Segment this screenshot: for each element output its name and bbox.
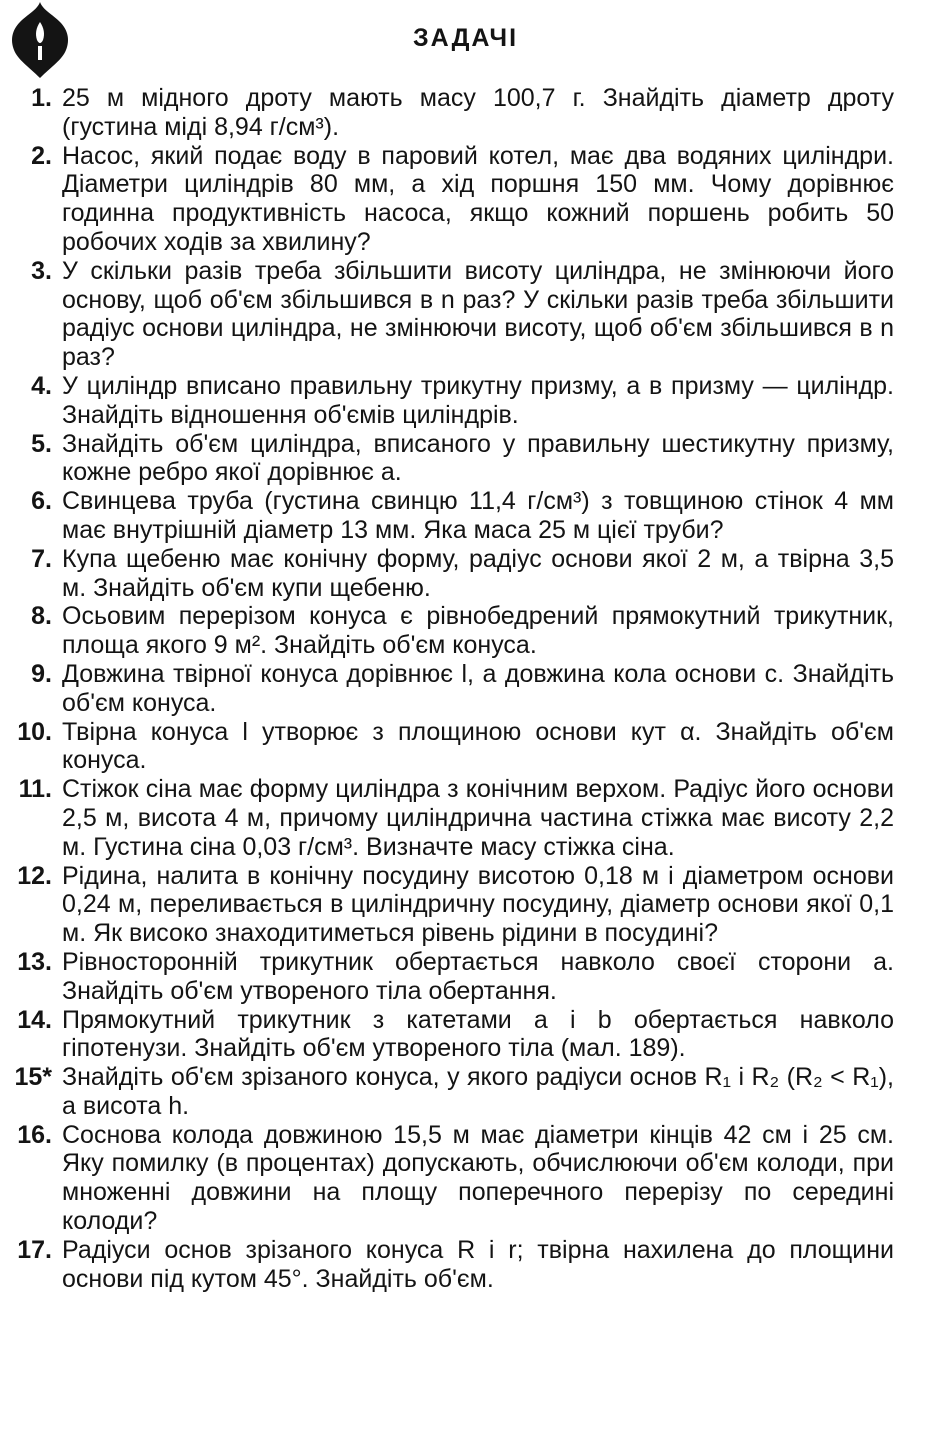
problem-item [0, 545, 894, 603]
problem-item [0, 1063, 894, 1121]
problem-item [0, 660, 894, 718]
problem-text: Соснова колода довжиною 15,5 м має діаметри кінців 42 см і 25 см. Яку помилку (в процентах) допускають, обчислюючи об'єм колоди, при множенні довжини на площу поперечного перерізу по середині колоди? [62, 1120, 894, 1236]
problem-item [0, 1121, 894, 1236]
problem-item [0, 775, 894, 861]
problem-number: 16. [17, 1120, 52, 1149]
problem-text: 25 м мідного дроту мають масу 100,7 г. Знайдіть діаметр дроту (густина міді 8,94 г/см³). [62, 84, 894, 141]
problem-number: 1. [31, 84, 52, 112]
problem-text: Знайдіть об'єм циліндра, вписаного у правильну шестикутну призму, кожне ребро якої дорівнює a. [62, 429, 894, 487]
problem-text: Довжина твірної конуса дорівнює l, а довжина кола основи c. Знайдіть об'єм конуса. [62, 659, 894, 717]
problem-item [0, 372, 894, 430]
problem-item [0, 948, 894, 1006]
problem-number: 3. [31, 256, 52, 285]
page-title: ЗАДАЧІ [412, 24, 519, 52]
problem-text: Насос, який подає воду в паровий котел, має два водяних циліндри. Діаметри циліндрів 80 мм, а хід поршня 150 мм. Чому дорівнює годинна продуктивність насоса, якщо кожний поршень робить 50 робочих ходів за хвилину? [62, 141, 894, 256]
problem-item [0, 1006, 894, 1064]
problem-text: Рівносторонній трикутник обертається навколо своєї сторони a. Знайдіть об'єм утвореного тіла обертання. [62, 947, 894, 1005]
problem-text: Стіжок сіна має форму циліндра з конічним верхом. Радіус його основи 2,5 м, висота 4 м, причому циліндрична частина стіжка має висоту 2,2 м. Густина сіна 0,03 г/см³. Визначте масу стіжка сіна. [62, 775, 894, 861]
problem-item [0, 718, 894, 776]
problem-number: 7. [31, 544, 52, 573]
problem-text: Прямокутний трикутник з катетами a і b обертається навколо гіпотенузи. Знайдіть об'єм утвореного тіла (мал. 189). [62, 1005, 894, 1063]
problem-number: 4. [31, 371, 52, 400]
problem-number: 11. [18, 775, 52, 804]
problem-list [0, 84, 931, 1293]
problem-number: 13. [17, 947, 52, 976]
problem-item [0, 1236, 894, 1294]
problem-number: 15* [14, 1063, 52, 1092]
problem-item [0, 142, 894, 257]
problem-number: 14. [17, 1005, 52, 1034]
problem-number: 2. [31, 141, 52, 170]
problem-number: 9. [31, 659, 52, 688]
problem-item [0, 430, 894, 488]
problem-number: 10. [17, 717, 52, 746]
problem-text: Осьовим перерізом конуса є рівнобедрений прямокутний трикутник, площа якого 9 м². Знайдіть об'єм конуса. [62, 602, 894, 660]
problem-text: Знайдіть об'єм зрізаного конуса, у якого радіуси основ R₁ і R₂ (R₂ < R₁), а висота h. [62, 1063, 894, 1120]
problem-text: Свинцева труба (густина свинцю 11,4 г/см³) з товщиною стінок 4 мм має внутрішній діаметр 13 мм. Яка маса 25 м цієї труби? [62, 487, 894, 544]
problem-text: Радіуси основ зрізаного конуса R і r; твірна нахилена до площини основи під кутом 45°. Знайдіть об'єм. [62, 1235, 894, 1293]
problem-text: У скільки разів треба збільшити висоту циліндра, не змінюючи його основу, щоб об'єм збільшився в n раз? У скільки разів треба збільшити радіус основи циліндра, не змінюючи висоту, щоб об'єм збільшився в n раз? [62, 256, 894, 372]
problem-text: Твірна конуса l утворює з площиною основи кут α. Знайдіть об'єм конуса. [62, 717, 894, 775]
problem-number: 8. [31, 602, 52, 631]
problem-item [0, 487, 894, 545]
problem-item [0, 862, 894, 948]
problem-item [0, 602, 894, 660]
problem-number: 17. [17, 1235, 52, 1264]
problem-number: 5. [31, 429, 52, 458]
problem-item [0, 84, 894, 142]
problem-text: Рідина, налита в конічну посудину висотою 0,18 м і діаметром основи 0,24 м, переливається в циліндричну посудину, діаметр основи якої 0,1 м. Як високо знаходитиметься рівень рідини в посудині? [62, 861, 894, 948]
problem-text: У циліндр вписано правильну трикутну призму, а в призму — циліндр. Знайдіть відношення об'ємів циліндрів. [62, 371, 894, 429]
problem-item [0, 257, 894, 372]
problem-text: Купа щебеню має конічну форму, радіус основи якої 2 м, а твірна 3,5 м. Знайдіть об'єм купи щебеню. [62, 544, 894, 602]
problem-number: 6. [31, 487, 52, 516]
problem-number: 12. [17, 861, 52, 890]
